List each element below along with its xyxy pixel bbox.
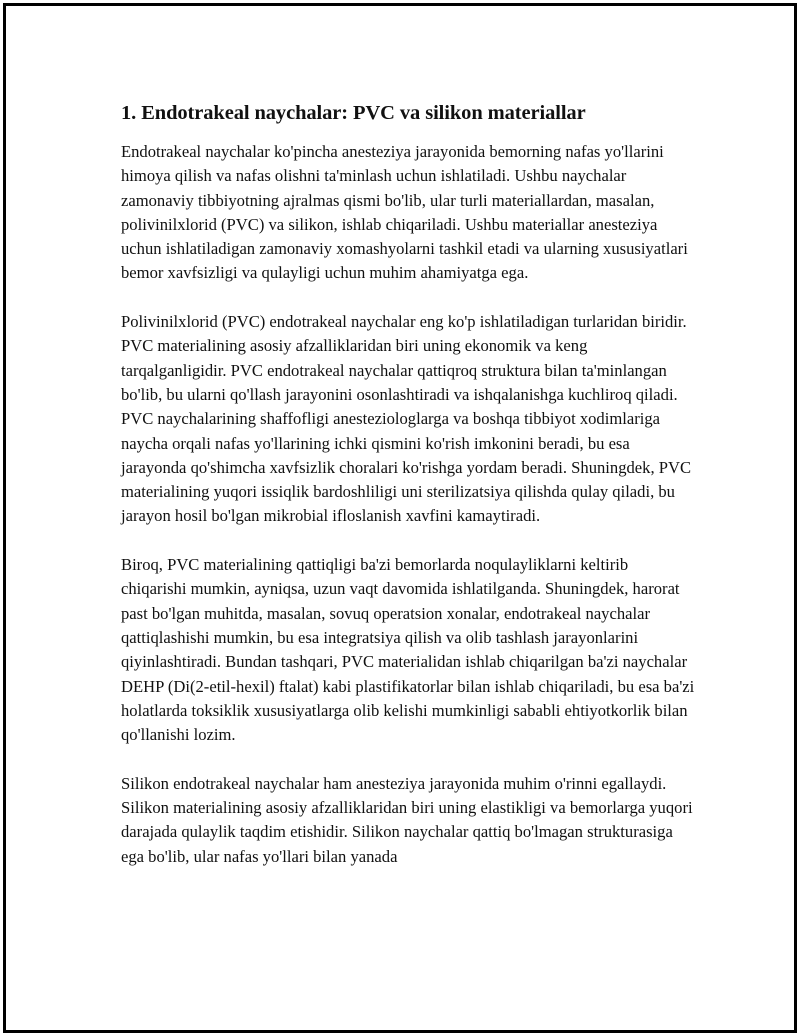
paragraph-2: Polivinilxlorid (PVC) endotrakeal naychalar eng ko'p ishlatiladigan turlaridan biridir. PVC materialining asosiy afzalliklaridan biri uning ekonomik va keng tarqalganligidir. PVC endotrakeal naychalar qattiqroq struktura bilan ta'minlangan bo'lib, bu ularni qo'llash jarayonini osonlashtiradi va ishqalanishga kuchliroq qiladi. PVC naychalarining shaffofligi anesteziologlarga va boshqa tibbiyot xodimlariga naycha orqali nafas yo'llarining ichki qismini ko'rish imkonini beradi, bu esa jarayonda qo'shimcha xavfsizlik choralari ko'rishga yordam beradi. Shuningdek, PVC materialining yuqori issiqlik bardoshliligi uni sterilizatsiya qilishda qulay qiladi, bu jarayon hosil bo'lgan mikrobial ifloslanish xavfini kamaytiradi. (121, 312, 692, 526)
page-frame (3, 3, 797, 1033)
document-body (121, 98, 696, 893)
paragraph-3: Biroq, PVC materialining qattiqligi ba'zi bemorlarda noqulayliklarni keltirib chiqarishi mumkin, ayniqsa, uzun vaqt davomida ishlatilganda. Shuningdek, harorat past bo'lgan muhitda, masalan, sovuq operatsion xonalar, endotrakeal naychalar qattiqlashishi mumkin, bu esa integratsiya qilish va olib tashlash jarayonlarini qiyinlashtiradi. Bundan tashqari, PVC materialidan ishlab chiqarilgan ba'zi naychalar DEHP (Di(2-etil-hexil) ftalat) kabi plastifikatorlar bilan ishlab chiqariladi, bu esa ba'zi holatlarda toksiklik xususiyatlarga olib kelishi mumkinligi sababli ehtiyotkorlik bilan qo'llanishi lozim. (121, 555, 695, 745)
section-heading: 1. Endotrakeal naychalar: PVC va silikon materiallar (121, 102, 586, 124)
paragraph-4: Silikon endotrakeal naychalar ham anesteziya jarayonida muhim o'rinni egallaydi. Silikon materialining asosiy afzalliklaridan biri uning elastikligi va bemorlarga yuqori darajada qulaylik taqdim etishidir. Silikon naychalar qattiq bo'lmagan strukturasiga ega bo'lib, ular nafas yo'llari bilan yanada (121, 773, 693, 866)
paragraph-1: Endotrakeal naychalar ko'pincha anesteziya jarayonida bemorning nafas yo'llarini himoya qilish va nafas olishni ta'minlash uchun ishlatiladi. Ushbu naychalar zamonaviy tibbiyotning ajralmas qismi bo'lib, ular turli materiallardan, masalan, polivinilxlorid (PVC) va silikon, ishlab chiqariladi. Ushbu materiallar anesteziya uchun ishlatiladigan zamonaviy xomashyolarni tashkil etadi va ularning xususiyatlari bemor xavfsizligi va qulayligi uchun muhim ahamiyatga ega. (121, 142, 688, 283)
